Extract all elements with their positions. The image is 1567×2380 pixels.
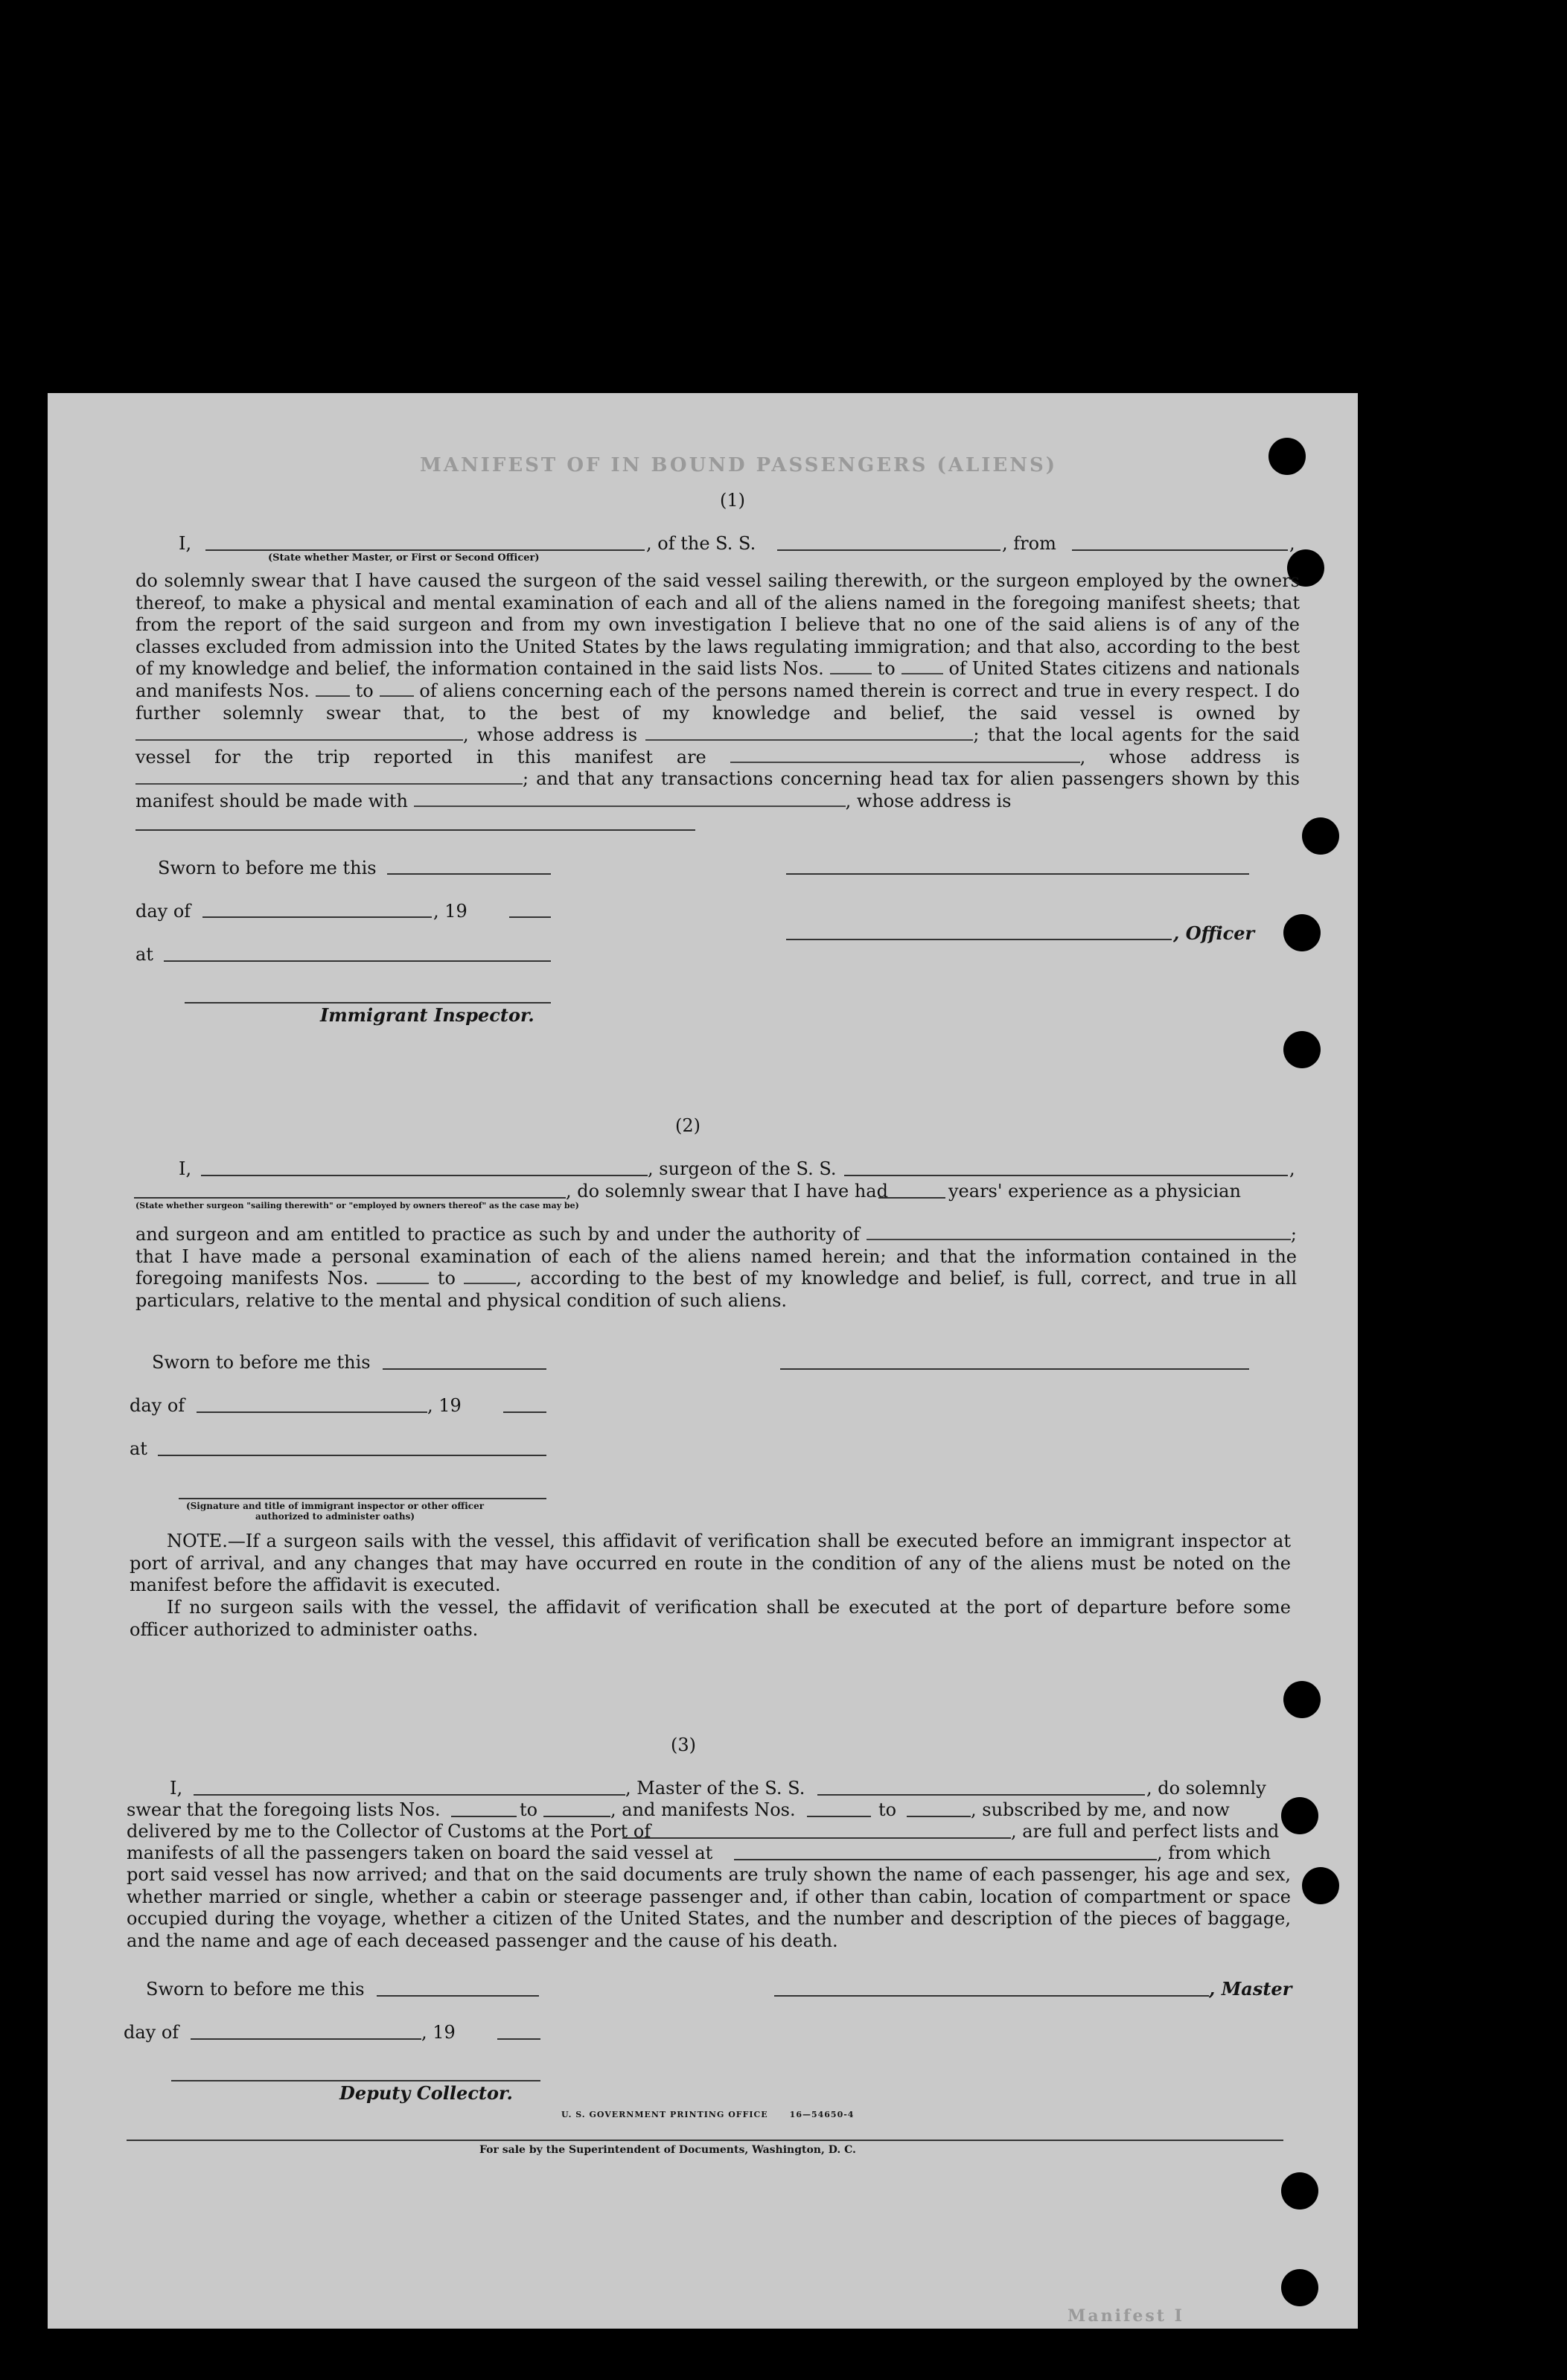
s2-text-c: , according to the best of my knowledge and belief, is full, correct, and true in all particulars, relative to the mental and physical condition of such aliens.	[135, 1268, 1297, 1311]
s2-manifests-to-field[interactable]	[464, 1268, 516, 1284]
s3-manifests-from-field[interactable]	[807, 1816, 871, 1817]
s1-text-e: ; and that any transactions concerning head tax for alien passengers shown by this manifest should be made with	[135, 768, 1300, 811]
s1-officer-sign-field[interactable]	[786, 939, 1172, 940]
s3-text-d: port said vessel has now arrived; and that on the said documents are truly shown the name of each passenger, his age and sex, whether married or single, whether a cabin or steerage passenger and, if other than cabin, location of compartment or space occupied during the voyage, whether a citizen of the United States, and the number and description of the pieces of baggage, and the name and age of each deceased passenger and the cause of his death.	[127, 1864, 1291, 1951]
s3-p-a: swear that the foregoing lists Nos.	[127, 1799, 441, 1820]
s1-agents-address-field[interactable]	[135, 768, 523, 785]
s3-line1-master: , Master of the S. S.	[625, 1778, 805, 1799]
s3-line1-i: I,	[170, 1778, 183, 1799]
s1-owner-address-field[interactable]	[645, 724, 973, 741]
s1-text-a: do solemnly swear that I have caused the surgeon of the said vessel sailing therewith, or the surgeon employed by the owners thereof, to make a physical and mental examination of each and all of the aliens named in the foregoing manifest sheets; that from the report of the said surgeon and from my own investigation I believe that no one of the said aliens is of any of the classes excluded from admission into the United States by the laws regulating immigration; and that also, according to the best of my knowledge and belief, the information contained in the said lists Nos.	[135, 570, 1300, 680]
s2-nineteen: , 19	[427, 1395, 462, 1416]
punch-hole	[1283, 914, 1321, 951]
s3-master-label: , Master	[1209, 1978, 1292, 2000]
s2-paragraph: and surgeon and am entitled to practice as such by and under the authority of ; that I have made a personal examination of each of the aliens named herein; and that the information contained in the foregoing manifests Nos. to , according to the best of my knowledge and belief, is full, correct, and true in all particulars, relative to the mental and physical condition of such aliens.	[135, 1224, 1297, 1311]
s3-master-name-field[interactable]	[194, 1794, 625, 1796]
s3-p-c: manifests of all the passengers taken on board the said vessel at	[127, 1843, 713, 1863]
s3-master-sign-field[interactable]	[774, 1995, 1209, 1997]
s2-note-label: NOTE.	[167, 1531, 228, 1551]
s1-line1-i: I,	[179, 533, 192, 554]
s3-subscribed: , subscribed by me, and now	[971, 1799, 1230, 1820]
s3-manifests-to-field[interactable]	[907, 1816, 971, 1817]
s1-sworn: Sworn to before me this	[158, 858, 377, 878]
s2-at-field[interactable]	[158, 1455, 546, 1456]
s2-status-field[interactable]	[134, 1197, 566, 1199]
s3-vessel-field[interactable]	[817, 1794, 1145, 1796]
punch-hole	[1281, 1797, 1318, 1834]
s2-manifests-from-field[interactable]	[377, 1268, 429, 1284]
s1-to2: to	[355, 680, 374, 701]
punch-hole	[1281, 2172, 1318, 2210]
s2-line1-surgeon: , surgeon of the S. S.	[648, 1158, 837, 1179]
s2-text-b: that I have made a personal examination of each of the aliens named herein; and that the information contained in the foregoing manifests Nos.	[135, 1245, 1297, 1289]
punch-hole	[1281, 2269, 1318, 2306]
s1-year-field[interactable]	[509, 916, 551, 918]
s1-lists-from-field[interactable]	[830, 658, 872, 674]
s2-surgeon-note: (State whether surgeon "sailing therewith" or "employed by owners thereof" as the case may be)	[135, 1201, 579, 1210]
s1-inspector-label: Immigrant Inspector.	[320, 1004, 534, 1026]
s1-whose-address-2: whose address is	[1109, 746, 1300, 768]
footer-rule	[127, 2140, 1283, 2141]
s1-text-d: that the local agents for the said vessel for the trip reported in this manifest are	[135, 724, 1300, 768]
s1-whose-address-3: , whose address is	[845, 790, 1012, 811]
printing-office-imprint: U. S. GOVERNMENT PRINTING OFFICE 16—54650-4	[561, 2110, 855, 2119]
section-1-number: (1)	[720, 490, 745, 511]
s1-text-c: of aliens concerning each of the persons named therein is correct and true in every respect. I do further solemnly swear that, to the best of my knowledge and belief, the said vessel is owned by	[135, 680, 1300, 724]
s2-sig-note: (Signature and title of immigrant inspector or other officer authorized to administer oaths)	[185, 1501, 485, 1522]
s3-p-b: delivered by me to the Collector of Customs at the Port of	[127, 1821, 651, 1842]
s2-line1-end: ,	[1289, 1158, 1295, 1179]
s2-inspector-sign-field[interactable]	[179, 1498, 546, 1499]
s3-line1-end: , do solemnly	[1146, 1778, 1266, 1799]
s2-day-of: day of	[130, 1395, 185, 1416]
s1-to1: to	[877, 658, 896, 680]
s2-surgeon-name-field[interactable]	[201, 1175, 648, 1176]
s3-deputy-label: Deputy Collector.	[339, 2082, 513, 2104]
punch-hole	[1302, 1867, 1339, 1904]
s1-headtax-field[interactable]	[414, 791, 846, 807]
s2-years-field[interactable]	[878, 1197, 945, 1199]
s2-note-paragraph	[130, 1531, 1291, 1597]
s3-nineteen: , 19	[421, 2022, 456, 2043]
s2-vessel-field[interactable]	[844, 1175, 1288, 1176]
s1-at: at	[135, 944, 153, 965]
s2-sworn-date-field[interactable]	[383, 1368, 546, 1370]
s2-note-text-1: —If a surgeon sails with the vessel, this affidavit of verification shall be executed before an immigrant inspector at port of arrival, and any changes that may have occurred en route in the condition of any of the aliens must be noted on the manifest before the affidavit is executed.	[130, 1531, 1291, 1596]
s1-officer-label: , Officer	[1173, 922, 1255, 944]
s3-day-field[interactable]	[191, 2038, 421, 2040]
s3-port-field[interactable]	[622, 1837, 1011, 1839]
s1-manifests-to-field[interactable]	[380, 680, 414, 697]
s3-sworn: Sworn to before me this	[146, 1979, 365, 2000]
s3-lists-to-field[interactable]	[543, 1816, 610, 1817]
section-3-number: (3)	[671, 1735, 696, 1755]
s3-to2: to	[878, 1799, 897, 1820]
s1-vessel-field[interactable]	[777, 549, 1000, 551]
s1-lists-to-field[interactable]	[901, 658, 943, 674]
s3-lists-from-field[interactable]	[451, 1816, 517, 1817]
punch-hole	[1283, 1031, 1321, 1068]
section-2-number: (2)	[675, 1115, 700, 1136]
s2-line2-years: years' experience as a physician	[948, 1181, 1241, 1202]
s3-embark-port-field[interactable]	[734, 1859, 1157, 1860]
s3-day-of: day of	[124, 2022, 179, 2043]
s1-headtax-address-line[interactable]	[135, 829, 695, 831]
s1-line1-from: , from	[1002, 533, 1056, 554]
s3-and-manifests: , and manifests Nos.	[610, 1799, 796, 1820]
s1-day-field[interactable]	[202, 916, 432, 918]
s1-officer-note: (State whether Master, or First or Second Officer)	[268, 552, 540, 564]
s3-from-which: , from which	[1157, 1843, 1271, 1863]
s1-agents-field[interactable]	[730, 747, 1080, 763]
s1-owner-field[interactable]	[135, 724, 463, 741]
s1-inspector-sign-field[interactable]	[185, 1002, 551, 1004]
s3-full-perfect: , are full and perfect lists and	[1011, 1821, 1280, 1842]
s1-paragraph: do solemnly swear that I have caused the surgeon of the said vessel sailing therewith, or the surgeon employed by the owners thereof, to make a physical and mental examination of each and all of the aliens named in the foregoing manifest sheets; that from the report of the said surgeon and from my own investigation I believe that no one of the said aliens is of any of the classes excluded from admission into the United States by the laws regulating immigration; and that also, according to the best of my knowledge and belief, the information contained in the said lists Nos. to of United States citizens and nationals and manifests Nos. to of aliens concerning each of the persons named therein is correct and true in every respect. I do further solemnly swear that, to the best of my knowledge and belief, the said vessel is owned by , whose address is ; that the local agents for the said vessel for the trip reported in this manifest are , whose address is ; and that any transactions concerning head tax for alien passengers shown by this manifest should be made with , whose address is	[135, 570, 1300, 811]
s1-text-b: of United States citizens and nationals and manifests Nos.	[135, 658, 1300, 701]
s1-line1-end: ,	[1289, 533, 1295, 554]
s1-signature-field[interactable]	[786, 873, 1249, 875]
s3-to1: to	[520, 1799, 538, 1820]
s2-signature-field[interactable]	[780, 1368, 1249, 1370]
bleed-through-header: MANIFEST OF IN BOUND PASSENGERS (ALIENS)	[420, 454, 1058, 476]
form-page	[48, 393, 1358, 2329]
s1-whose-address: , whose address is	[463, 724, 638, 746]
s2-at: at	[130, 1438, 147, 1459]
s2-day-field[interactable]	[197, 1411, 427, 1413]
s2-line1-i: I,	[179, 1158, 192, 1179]
s3-deputy-sign-field[interactable]	[171, 2080, 540, 2081]
sale-notice: For sale by the Superintendent of Documents, Washington, D. C.	[479, 2144, 856, 2156]
bleed-through-footer: Manifest I	[1067, 2306, 1184, 2326]
s1-manifests-from-field[interactable]	[316, 680, 350, 697]
s1-at-field[interactable]	[164, 960, 551, 962]
s1-sworn-date-field[interactable]	[387, 873, 551, 875]
punch-hole	[1302, 817, 1339, 855]
s1-officer-field[interactable]	[205, 549, 645, 551]
punch-hole	[1268, 438, 1306, 475]
s2-note-paragraph-2	[130, 1597, 1291, 1641]
s2-note-text-2: If no surgeon sails with the vessel, the affidavit of verification shall be executed at the port of departure before some officer authorized to administer oaths.	[130, 1597, 1291, 1640]
punch-hole	[1283, 1681, 1321, 1718]
s2-text-a: and surgeon and am entitled to practice as such by and under the authority of	[135, 1224, 860, 1245]
s1-day-of: day of	[135, 901, 191, 922]
s3-sworn-date-field[interactable]	[377, 1995, 539, 1997]
s2-year-field[interactable]	[503, 1411, 546, 1413]
s2-line2-swear: , do solemnly swear that I have had	[566, 1181, 888, 1202]
s1-line1-of: , of the S. S.	[646, 533, 756, 554]
s2-sworn: Sworn to before me this	[152, 1352, 371, 1373]
s2-authority-field[interactable]	[867, 1224, 1291, 1240]
s3-paragraph	[127, 1864, 1291, 1952]
s1-from-field[interactable]	[1072, 549, 1288, 551]
s3-year-field[interactable]	[497, 2038, 540, 2040]
s1-nineteen: , 19	[433, 901, 467, 922]
s2-to: to	[437, 1268, 456, 1289]
